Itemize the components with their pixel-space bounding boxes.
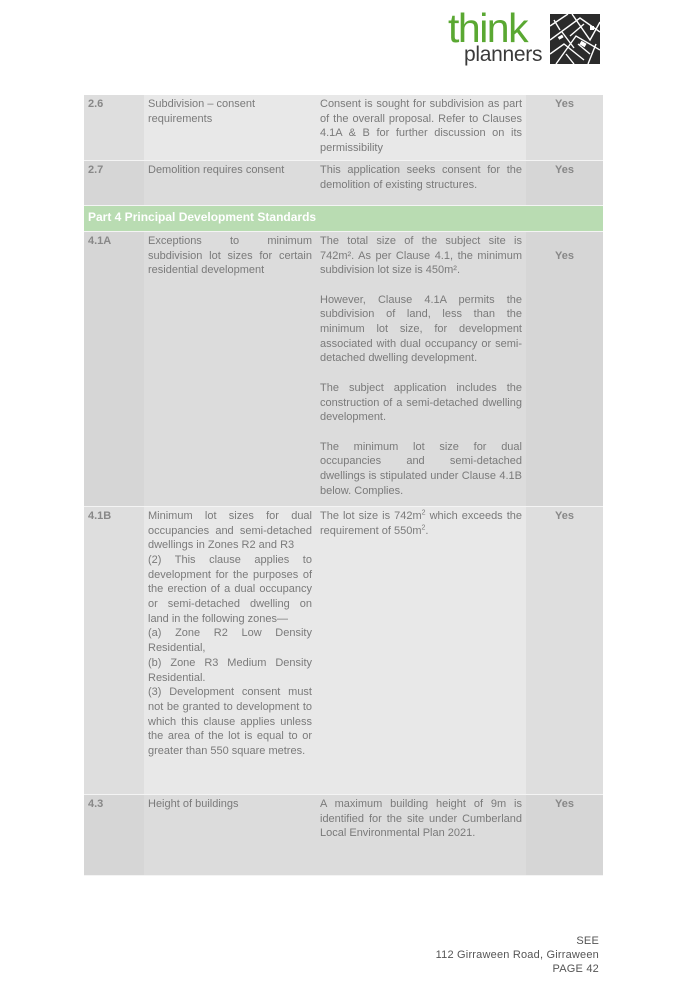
row-compliance-status: Yes [526, 506, 603, 794]
row-clause-title [144, 506, 316, 794]
table-row [84, 95, 603, 160]
comment-paragraph: The subject application includes the construction of a semi-detached dwelling development. [320, 381, 522, 424]
row-clause-number: 4.3 [84, 794, 144, 875]
row-clause-number: 2.6 [84, 95, 144, 160]
table-row [84, 794, 603, 875]
table-row [84, 160, 603, 205]
footer-page-number: PAGE 42 [552, 963, 599, 975]
row-comment: This application seeks consent for the demolition of existing structures. [316, 160, 526, 205]
row-compliance-status: Yes [526, 794, 603, 875]
row-clause-title: Demolition requires consent [144, 160, 316, 205]
clause-line: (b) Zone R3 Medium Density Residential. [148, 656, 312, 684]
footer-document-type: SEE [576, 935, 599, 947]
comment-paragraph: The total size of the subject site is 742m². As per Clause 4.1, the minimum subdivision lot size is 450m². [320, 234, 522, 277]
row-clause-title: Subdivision – consent requirements [144, 95, 316, 160]
clause-line: (2) This clause applies to development for the purposes of the erection of a dual occupancy or semi-detached dwelling on land in the following zones— [148, 553, 312, 625]
logo-map-mark-icon [550, 14, 600, 64]
section-header-row [84, 205, 603, 231]
superscript: 2 [421, 509, 426, 517]
row-clause-title: Exceptions to minimum subdivision lot sizes for certain residential development [144, 231, 316, 506]
clause-line: (a) Zone R2 Low Density Residential, [148, 627, 312, 655]
status-text: Yes [555, 249, 574, 262]
row-compliance-status: Yes [526, 160, 603, 205]
row-comment [316, 506, 526, 794]
table-row [84, 231, 603, 506]
row-clause-number: 4.1A [84, 231, 144, 506]
row-clause-number: 4.1B [84, 506, 144, 794]
clause-line: (3) Development consent must not be granted to development to which this clause applies unless the area of the lot is equal to or greater than 550 square metres. [148, 686, 312, 758]
page-footer [436, 934, 599, 976]
compliance-table [84, 95, 603, 876]
row-comment: Consent is sought for subdivision as part of the overall proposal. Refer to Clauses 4.1A & B for further discussion on its permissibility [316, 95, 526, 160]
comment-paragraph: However, Clause 4.1A permits the subdivision of land, less than the minimum lot size, for development associated with dual occupancy or semi-detached dwelling development. [320, 293, 522, 365]
superscript: 2 [421, 523, 426, 531]
footer-address: 112 Girraween Road, Girraween [435, 949, 599, 961]
row-compliance-status: Yes [526, 95, 603, 160]
comment-paragraph: The minimum lot size for dual occupancies and semi-detached dwellings is stipulated under Clause 4.1B below. Complies. [320, 440, 522, 497]
comment-text: . [425, 524, 429, 537]
clause-line: Minimum lot sizes for dual occupancies and semi-detached dwellings in Zones R2 and R3 [148, 509, 312, 552]
row-compliance-status [526, 231, 603, 506]
section-title: Part 4 Principal Development Standards [84, 205, 603, 231]
row-clause-number: 2.7 [84, 160, 144, 205]
row-clause-title: Height of buildings [144, 794, 316, 875]
table-row [84, 506, 603, 794]
row-comment [316, 231, 526, 506]
logo-text-planners: planners [464, 43, 543, 66]
comment-text: The lot size is 742m [320, 509, 422, 522]
row-comment: A maximum building height of 9m is identified for the site under Cumberland Local Environmental Plan 2021. [316, 794, 526, 875]
think-planners-logo [448, 5, 600, 70]
logo-text-think: think [448, 5, 528, 51]
comment-text: which exceeds the requirement of 550m [320, 509, 522, 537]
